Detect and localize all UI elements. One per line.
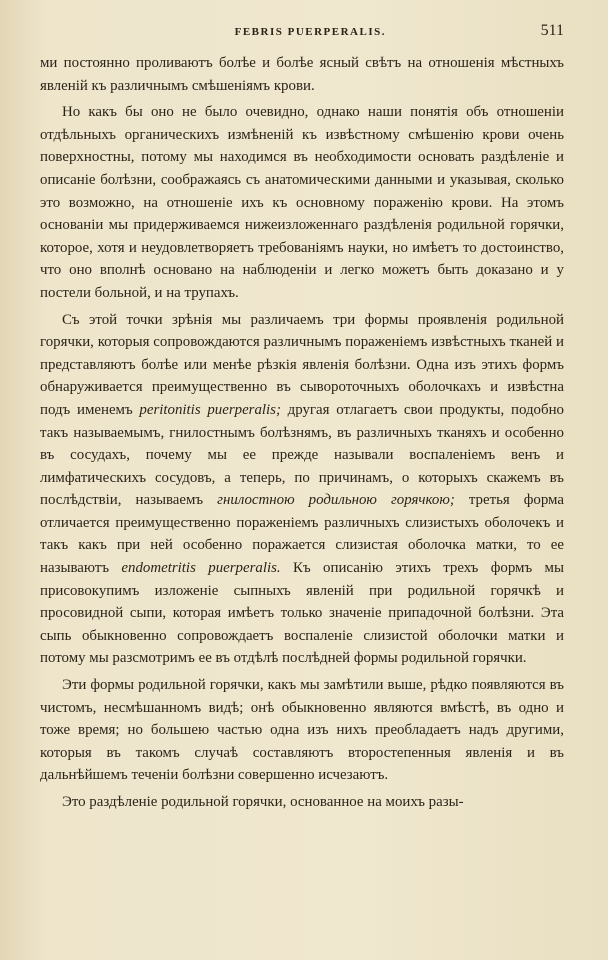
text-run: другая отлагаетъ свои продукты, подобно такъ называемымъ, гнилостнымъ болѣзнямъ, въ различныхъ тканяхъ и особенно въ сосудахъ, почему мы ее прежде называли воспаленіемъ венъ и лимфатическихъ сосудовъ, а теперь, по причинамъ, о которыхъ скажемъ въ послѣдствіи, называемъ — [40, 401, 564, 509]
italic-term-endometritis: endometritis puerperalis. — [121, 560, 281, 577]
paragraph-1 — [40, 52, 564, 97]
paragraph-2 — [40, 101, 564, 304]
paragraph-4 — [40, 674, 564, 787]
body-text — [40, 52, 564, 814]
text-run: Эти формы родильной горячки, какъ мы замѣтили выше, рѣдко появляются въ чистомъ, несмѣшанномъ видѣ; онѣ обыкновенно являются вмѣстѣ, въ одно и тоже время; но большею частью одна изъ нихъ преобладаетъ надъ другими, которыя въ такомъ случаѣ составляютъ второстепенныя явленія и въ дальнѣйшемъ теченіи болѣзни совершенно исчезаютъ. — [40, 677, 564, 784]
text-run: Къ описанію этихъ трехъ формъ мы присовокупимъ изложеніе сыпныхъ явленій при родильной горячкѣ и просовидной сыпи, которая имѣетъ только значеніе припадочной болѣзни. Эта сыпь обыкновенно сопровождаетъ воспаленіе слизистой оболочки матки и потому мы разсмотримъ ее въ отдѣлѣ послѣдней формы родильной горячки. — [40, 560, 564, 667]
text-run: Но какъ бы оно не было очевидно, однако наши понятія объ отношеніи отдѣльныхъ органическихъ измѣненій къ извѣстному смѣшенію крови очень поверхностны, потому мы находимся въ необходимости основать раздѣленіе и описаніе болѣзни, соображаясь съ анатомическими данными и указывая, сколько это возможно, на отношеніе ихъ къ основному пораженію крови. На этомъ основаніи мы придерживаемся нижеизложеннаго раздѣленія родильной горячки, которое, хотя и неудовлетворяетъ требованіямъ науки, но имѣетъ то достоинство, что оно вполнѣ основано на наблюденіи и легко можетъ быть доказано и у постели больной, и на трупахъ. — [40, 104, 564, 301]
italic-term-putrid-fever: гнилостною родильною горячкою; — [217, 492, 455, 509]
italic-term-peritonitis: peritonitis puerperalis; — [139, 401, 281, 418]
text-run: ми постоянно проливаютъ болѣе и болѣе ясный свѣтъ на отношенія мѣстныхъ явленій къ различнымъ смѣшеніямъ крови. — [40, 55, 564, 94]
page-header — [40, 22, 564, 46]
page-number: 511 — [540, 22, 564, 39]
running-head: FEBRIS PUERPERALIS. — [234, 26, 386, 38]
paragraph-5 — [40, 791, 564, 814]
text-run: Съ этой точки зрѣнія мы различаемъ три формы проявленія родильной горячки, которыя сопровождаются различнымъ пораженіемъ извѣстныхъ тканей и представляютъ болѣе или менѣе рѣзкія явленія болѣзни. Одна изъ этихъ формъ обнаруживается преимущественно въ сывороточныхъ оболочкахъ и извѣстна подъ именемъ — [40, 311, 564, 418]
text-run: Это раздѣленіе родильной горячки, основанное на моихъ разы- — [62, 794, 464, 810]
text-run: третья форма отличается преимущественно пораженіемъ различныхъ слизистыхъ оболочекъ и такъ какъ при ней особенно поражается слизистая оболочка матки, то ее называютъ — [40, 492, 564, 577]
paragraph-3 — [40, 309, 564, 671]
